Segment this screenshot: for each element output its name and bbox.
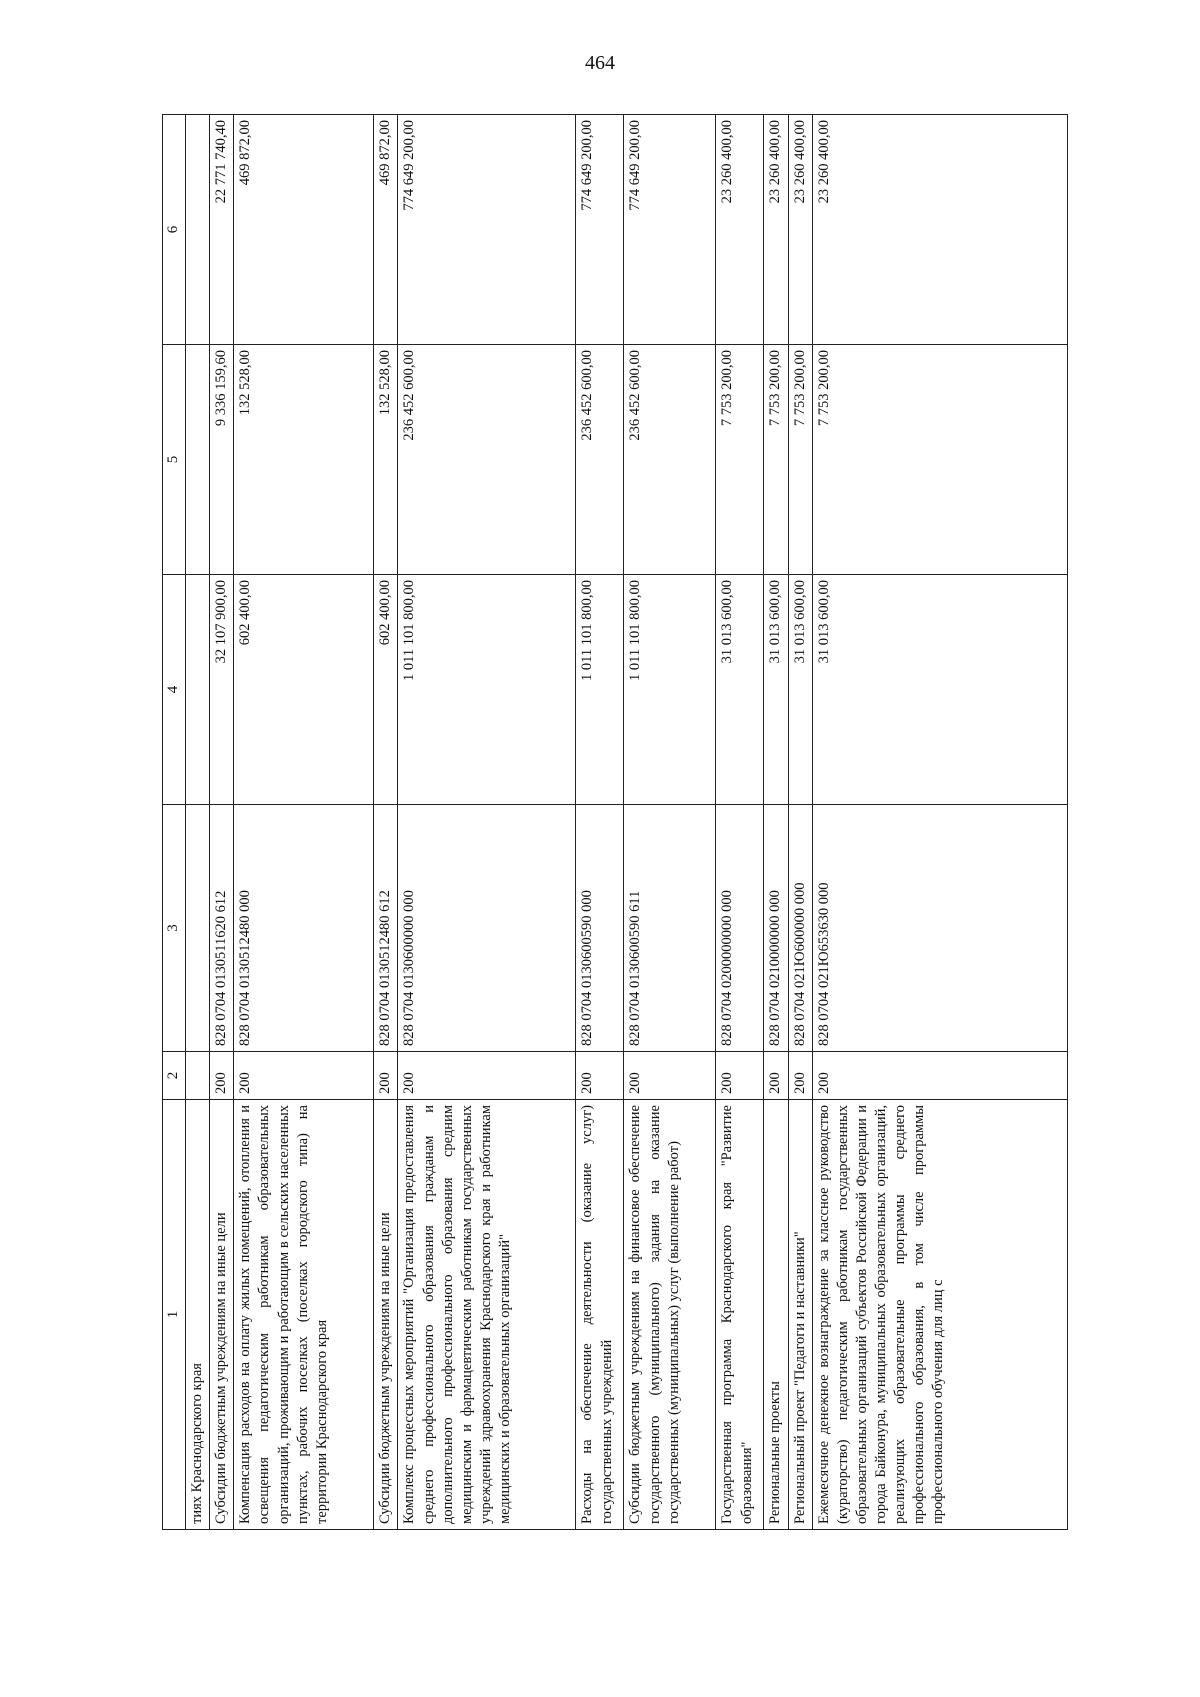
row-code: [186, 805, 210, 1052]
header-col-2: 2: [163, 1052, 186, 1100]
row-value-6: 774 649 200,00: [576, 115, 624, 345]
row-value-4: 31 013 600,00: [764, 575, 788, 805]
row-value-4: 1 011 101 800,00: [576, 575, 624, 805]
row-value-5: 236 452 600,00: [624, 345, 716, 575]
row-value-5: 132 528,00: [374, 345, 398, 575]
row-code: 828 0704 021Ю653630 000: [812, 805, 1067, 1052]
row-name: Комплекс процессных мероприятий "Организация предоставления среднего профессионального образования гражданам и дополнительного профессионального образования средним медицинским и фармацевтическим работникам государственных учреждений здравоохранения Краснодарского края и работникам медицинских и образовательных организаций": [398, 1100, 576, 1530]
row-col2: [186, 1052, 210, 1100]
row-col2: 200: [764, 1052, 788, 1100]
header-col-5: 5: [163, 345, 186, 575]
header-col-4: 4: [163, 575, 186, 805]
table-row: [576, 115, 624, 1530]
row-code: 828 0704 0130512480 000: [234, 805, 374, 1052]
row-code: 828 0704 0200000000 000: [716, 805, 764, 1052]
row-name: тиях Краснодарского края: [186, 1100, 210, 1530]
table-row: [398, 115, 576, 1530]
budget-table: [162, 114, 1068, 1530]
header-col-6: 6: [163, 115, 186, 345]
row-col2: 200: [374, 1052, 398, 1100]
row-value-4: 31 013 600,00: [716, 575, 764, 805]
row-value-5: 7 753 200,00: [716, 345, 764, 575]
row-name: Ежемесячное денежное вознаграждение за классное руководство (кураторство) педагогическим работникам государственных образовательных организаций субъектов Российской Федерации и города Байконура, муниципальных образовательных организаций, реализующих образовательные программы среднего профессионального образования, в том числе программы профессионального обучения для лиц с: [812, 1100, 1067, 1530]
table-row: [234, 115, 374, 1530]
row-col2: 200: [812, 1052, 1067, 1100]
row-name: Субсидии бюджетным учреждениям на иные цели: [374, 1100, 398, 1530]
row-value-6: 23 260 400,00: [812, 115, 1067, 345]
page-number: 464: [585, 52, 615, 74]
table-row: [186, 115, 210, 1530]
row-value-4: 602 400,00: [234, 575, 374, 805]
row-value-5: 236 452 600,00: [398, 345, 576, 575]
row-name: Расходы на обеспечение деятельности (оказание услуг) государственных учреждений: [576, 1100, 624, 1530]
row-code: 828 0704 021Ю600000 000: [788, 805, 812, 1052]
row-value-6: 23 260 400,00: [716, 115, 764, 345]
table-row: [764, 115, 788, 1530]
table-row: [210, 115, 234, 1530]
table-row: [788, 115, 812, 1530]
table-row: [716, 115, 764, 1530]
row-value-4: 1 011 101 800,00: [624, 575, 716, 805]
row-code: 828 0704 0130600590 000: [576, 805, 624, 1052]
row-code: 828 0704 0130512480 612: [374, 805, 398, 1052]
row-value-6: [186, 115, 210, 345]
row-col2: 200: [716, 1052, 764, 1100]
row-value-6: 22 771 740,40: [210, 115, 234, 345]
row-col2: 200: [234, 1052, 374, 1100]
row-value-5: 7 753 200,00: [788, 345, 812, 575]
row-value-4: 31 013 600,00: [812, 575, 1067, 805]
table-row: [624, 115, 716, 1530]
row-col2: 200: [576, 1052, 624, 1100]
row-name: Субсидии бюджетным учреждениям на иные цели: [210, 1100, 234, 1530]
row-value-4: 32 107 900,00: [210, 575, 234, 805]
header-col-3: 3: [163, 805, 186, 1052]
row-value-5: 132 528,00: [234, 345, 374, 575]
row-code: 828 0704 0130600000 000: [398, 805, 576, 1052]
row-value-4: 602 400,00: [374, 575, 398, 805]
row-value-5: 7 753 200,00: [764, 345, 788, 575]
row-value-4: [186, 575, 210, 805]
row-name: Региональные проекты: [764, 1100, 788, 1530]
row-code: 828 0704 0130600590 611: [624, 805, 716, 1052]
row-value-4: 31 013 600,00: [788, 575, 812, 805]
row-name: Региональный проект "Педагоги и наставники": [788, 1100, 812, 1530]
table-row: [812, 115, 1067, 1530]
row-value-6: 469 872,00: [234, 115, 374, 345]
row-value-6: 774 649 200,00: [624, 115, 716, 345]
row-col2: 200: [624, 1052, 716, 1100]
row-code: 828 0704 0130511620 612: [210, 805, 234, 1052]
row-value-5: [186, 345, 210, 575]
row-col2: 200: [210, 1052, 234, 1100]
header-col-1: 1: [163, 1100, 186, 1530]
row-value-5: 9 336 159,60: [210, 345, 234, 575]
table-header-row: [163, 115, 186, 1530]
row-value-4: 1 011 101 800,00: [398, 575, 576, 805]
row-code: 828 0704 0210000000 000: [764, 805, 788, 1052]
row-value-6: 23 260 400,00: [788, 115, 812, 345]
row-value-6: 774 649 200,00: [398, 115, 576, 345]
row-name: Государственная программа Краснодарского края "Развитие образования": [716, 1100, 764, 1530]
table-row: [374, 115, 398, 1530]
row-value-5: 7 753 200,00: [812, 345, 1067, 575]
row-col2: 200: [398, 1052, 576, 1100]
row-value-6: 23 260 400,00: [764, 115, 788, 345]
row-value-6: 469 872,00: [374, 115, 398, 345]
row-name: Субсидии бюджетным учреждениям на финансовое обеспечение государственного (муниципального) задания на оказание государственных (муниципальных) услуг (выполнение работ): [624, 1100, 716, 1530]
rotated-table-container: [162, 115, 1068, 1530]
row-col2: 200: [788, 1052, 812, 1100]
row-name: Компенсация расходов на оплату жилых помещений, отопления и освещения педагогическим работникам образовательных организаций, проживающим и работающим в сельских населенных пунктах, рабочих поселках (поселках городского типа) на территории Краснодарского края: [234, 1100, 374, 1530]
row-value-5: 236 452 600,00: [576, 345, 624, 575]
